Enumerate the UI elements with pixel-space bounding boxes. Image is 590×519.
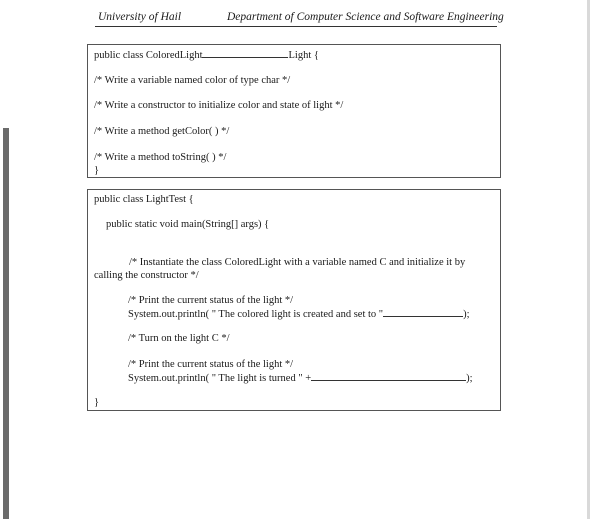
light-test-box [87, 189, 501, 411]
class-decl-end: Light { [288, 50, 319, 61]
comment-tostring: /* Write a method toString( ) */ [94, 152, 227, 163]
left-scrollbar[interactable] [3, 128, 9, 519]
close-brace: } [94, 165, 100, 176]
superclass-blank[interactable] [202, 48, 288, 58]
println-2-end: ); [466, 373, 473, 384]
println-1-line [128, 307, 470, 321]
comment-instantiate-1: /* Instantiate the class ColoredLight with a variable named C and initialize it by [129, 257, 466, 268]
comment-instantiate-2: calling the constructor */ [94, 270, 199, 281]
lighttest-class-decl: public class LightTest { [94, 194, 194, 205]
header-rule [95, 26, 497, 27]
println-1-end: ); [463, 309, 470, 320]
comment-print-1: /* Print the current status of the light */ [128, 295, 294, 306]
println-2-blank[interactable] [311, 371, 466, 381]
comment-turn-on: /* Turn on the light C */ [128, 333, 230, 344]
header-university: University of Hail [98, 11, 182, 23]
println-2-line [128, 371, 473, 385]
colored-light-box [87, 44, 501, 178]
header-department: Department of Computer Science and Software Engineering [227, 11, 504, 23]
println-1-start: System.out.println( " The colored light is created and set to " [128, 309, 384, 320]
comment-print-2: /* Print the current status of the light */ [128, 359, 294, 370]
class-decl-line [94, 48, 319, 62]
comment-variable: /* Write a variable named color of type char */ [94, 75, 291, 86]
main-decl: public static void main(String[] args) { [106, 219, 270, 230]
close-brace-2: } [94, 397, 100, 408]
println-2-start: System.out.println( " The light is turned " + [128, 373, 312, 384]
comment-constructor: /* Write a constructor to initialize color and state of light */ [94, 100, 344, 111]
println-1-blank[interactable] [383, 307, 463, 317]
class-decl-start: public class ColoredLight [94, 50, 203, 61]
comment-getcolor: /* Write a method getColor( ) */ [94, 126, 230, 137]
